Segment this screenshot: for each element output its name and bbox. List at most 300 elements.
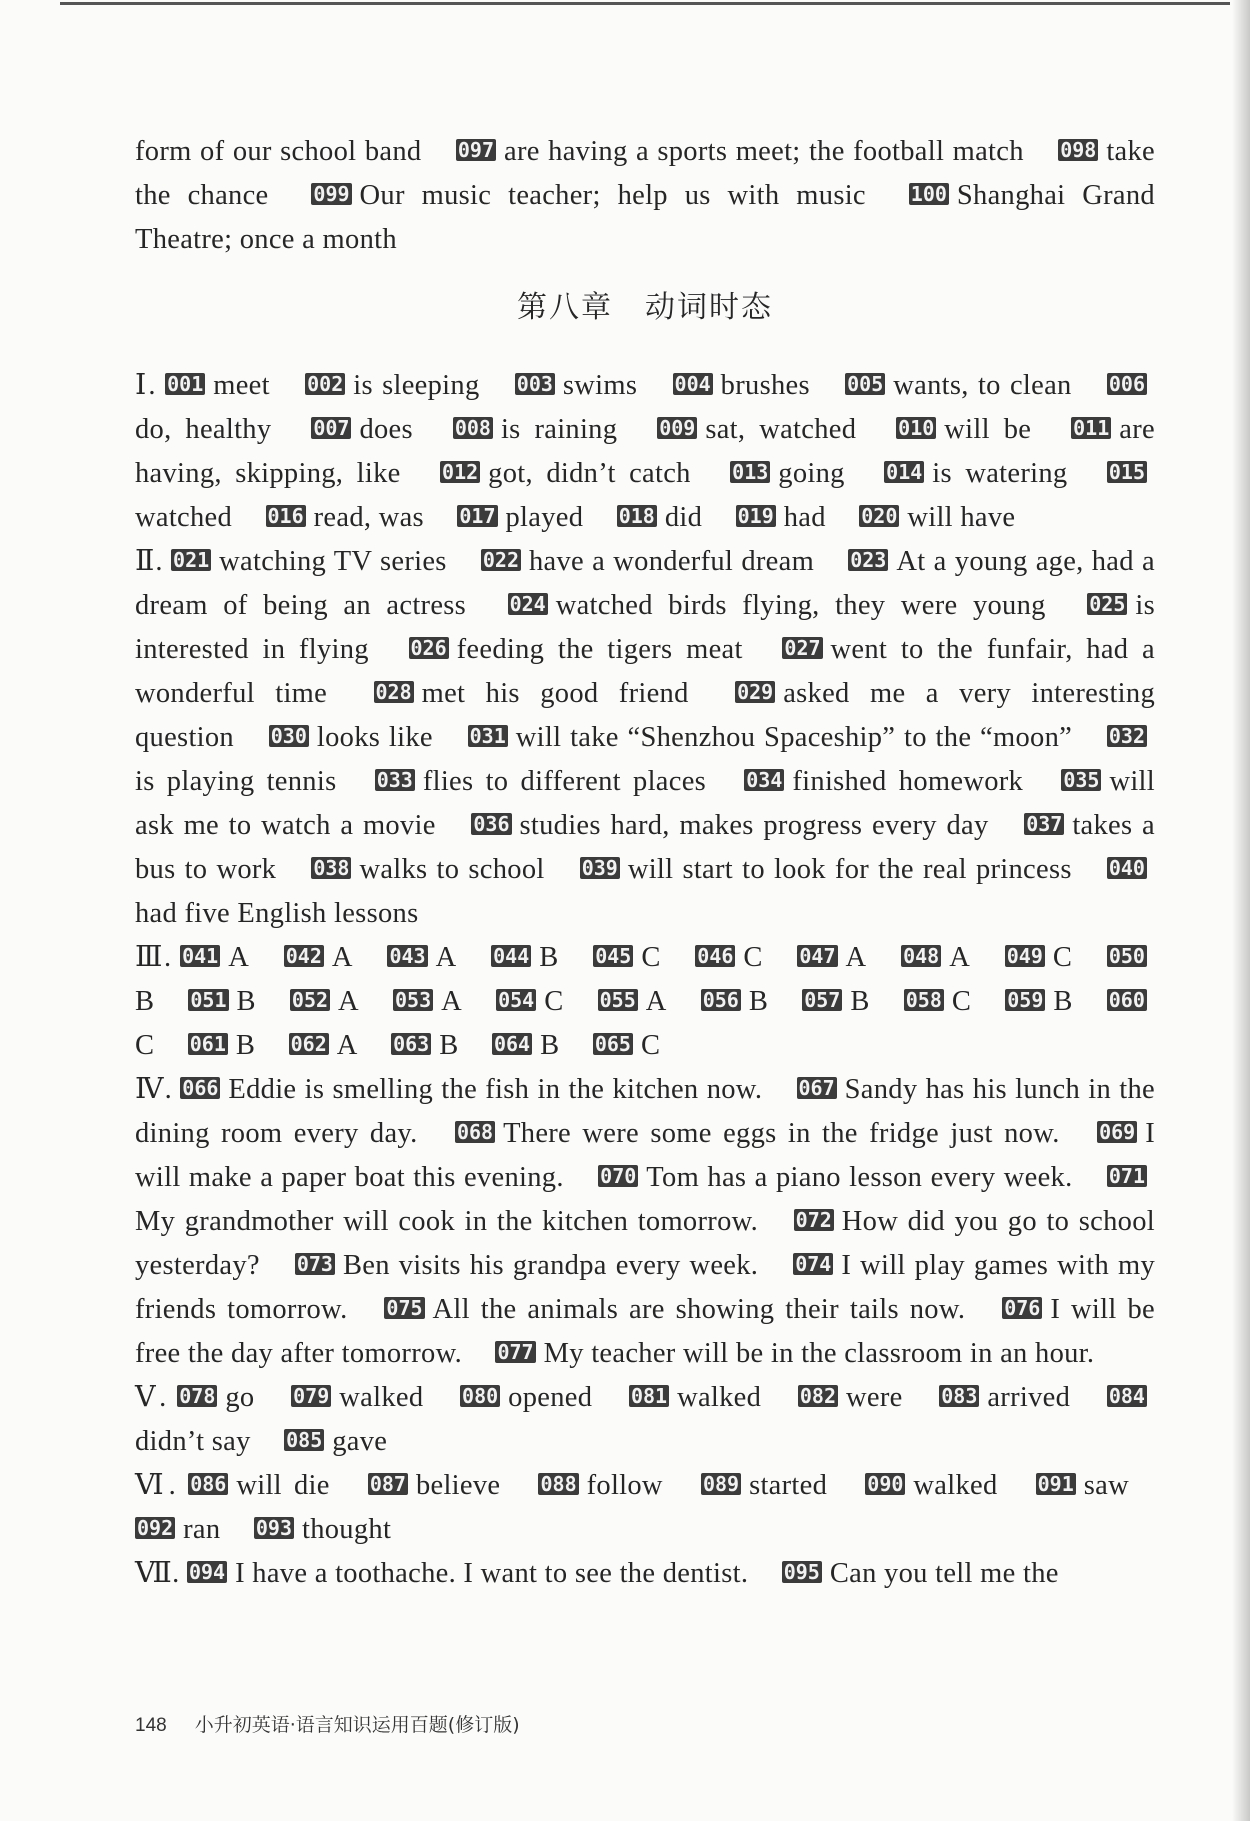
answer-item <box>1036 1470 1129 1501</box>
answer-text: is sleeping <box>353 370 480 401</box>
answer-text: played <box>505 502 584 533</box>
answer-item <box>1005 942 1072 973</box>
answer-text: is raining <box>500 414 618 445</box>
answer-text: do, healthy <box>135 414 272 445</box>
answer-item <box>393 986 462 1017</box>
answer-text: Our music teacher; help us with music <box>359 180 866 211</box>
question-number-badge: 004 <box>674 372 711 396</box>
answer-item <box>188 986 255 1017</box>
question-number-badge: 057 <box>804 988 841 1012</box>
answer-item <box>730 458 845 489</box>
answer-text: is playing tennis <box>135 766 337 797</box>
answer-text: takes a bus to work <box>135 810 1156 885</box>
question-number-badge: 038 <box>313 856 350 880</box>
chapter-title <box>135 276 1155 340</box>
question-number-badge: 069 <box>1099 1120 1136 1144</box>
answer-text: saw <box>1083 1470 1129 1501</box>
answer-text: read, was <box>313 502 424 533</box>
question-number-badge: 031 <box>469 724 506 748</box>
answer-text: walks to school <box>359 854 545 885</box>
answer-item <box>368 1470 501 1501</box>
answer-text: were <box>845 1382 903 1413</box>
answer-item <box>188 1470 330 1501</box>
question-number-badge: 084 <box>1108 1384 1145 1408</box>
question-number-badge: 058 <box>905 988 942 1012</box>
answer-text: follow <box>586 1470 663 1501</box>
answer-item <box>629 1382 761 1413</box>
answer-item <box>375 766 706 797</box>
answer-item <box>460 1382 592 1413</box>
answer-text: Ben visits his grandpa every week. <box>342 1250 759 1281</box>
answer-item <box>798 1382 903 1413</box>
question-number-badge: 061 <box>189 1032 226 1056</box>
question-number-badge: 005 <box>847 372 884 396</box>
answer-item <box>374 678 689 709</box>
answer-text: meet <box>213 370 270 401</box>
answer-text: is interested in flying <box>135 590 1155 665</box>
answer-item <box>311 414 413 445</box>
answer-item <box>409 634 743 665</box>
answer-item <box>135 136 421 167</box>
answer-item <box>165 370 270 401</box>
answer-text: walked <box>913 1470 998 1501</box>
section-roman-numeral: Ⅲ. <box>135 942 172 973</box>
question-number-badge: 003 <box>516 372 553 396</box>
page-footer <box>135 1710 520 1737</box>
question-number-badge: 074 <box>795 1252 832 1276</box>
section-roman-numeral: Ⅴ. <box>135 1382 167 1413</box>
question-number-badge: 098 <box>1060 138 1097 162</box>
answer-text: Tom has a piano lesson every week. <box>646 1162 1073 1193</box>
answer-item <box>391 1030 458 1061</box>
answer-text: will start to look for the real princess <box>627 854 1072 885</box>
answer-item <box>865 1470 997 1501</box>
answer-text: C <box>135 1030 155 1061</box>
section-4 <box>135 1068 1155 1376</box>
question-number-badge: 081 <box>630 1384 668 1408</box>
page-content <box>135 130 1155 1596</box>
question-number-badge: 051 <box>190 988 227 1012</box>
answer-item <box>695 942 762 973</box>
question-number-badge: 100 <box>910 182 947 206</box>
question-number-badge: 010 <box>898 416 935 440</box>
section-roman-numeral: Ⅵ. <box>135 1470 177 1501</box>
question-number-badge: 066 <box>182 1076 219 1100</box>
answer-text: B <box>439 1030 459 1061</box>
question-number-badge: 029 <box>737 680 774 704</box>
question-number-badge: 046 <box>697 944 734 968</box>
answer-text: Can you tell me the <box>829 1558 1059 1589</box>
answer-item <box>481 546 814 577</box>
answer-item <box>491 942 558 973</box>
question-number-badge: 070 <box>600 1164 637 1188</box>
answer-text: believe <box>415 1470 501 1501</box>
answer-item <box>305 370 479 401</box>
question-number-badge: 018 <box>618 504 655 528</box>
answer-item <box>291 1382 423 1413</box>
answer-item <box>538 1470 662 1501</box>
question-number-badge: 076 <box>1004 1296 1041 1320</box>
answer-text: have a wonderful dream <box>528 546 815 577</box>
intro-paragraph <box>135 130 1155 262</box>
answer-text: I will make a paper boat this evening. <box>135 1118 1155 1193</box>
answer-text: A <box>435 942 457 973</box>
question-number-badge: 014 <box>886 460 923 484</box>
answer-item <box>266 502 424 533</box>
answer-item <box>471 810 988 841</box>
answer-text: C <box>1052 942 1073 973</box>
answer-text: walked <box>339 1382 424 1413</box>
question-number-badge: 021 <box>173 548 210 572</box>
top-rule <box>60 2 1230 5</box>
section-roman-numeral: Ⅰ. <box>135 370 156 401</box>
question-number-badge: 083 <box>941 1384 978 1408</box>
answer-item <box>254 1514 391 1545</box>
question-number-badge: 055 <box>599 988 636 1012</box>
section-1 <box>135 364 1155 540</box>
answer-text: C <box>544 986 564 1017</box>
answer-text: B <box>539 942 559 973</box>
answer-text: will be <box>944 414 1032 445</box>
answer-text: A <box>645 986 667 1017</box>
section-roman-numeral: Ⅶ. <box>135 1558 180 1589</box>
answer-item <box>187 1558 748 1589</box>
question-number-badge: 067 <box>798 1076 835 1100</box>
question-number-badge: 044 <box>493 944 530 968</box>
question-number-badge: 020 <box>861 504 898 528</box>
question-number-badge: 028 <box>375 680 412 704</box>
answer-text: looks like <box>316 722 433 753</box>
question-number-badge: 090 <box>867 1472 904 1496</box>
answer-text: B <box>540 1030 560 1061</box>
question-number-badge: 078 <box>179 1384 216 1408</box>
question-number-badge: 086 <box>190 1472 227 1496</box>
question-number-badge: 037 <box>1026 812 1063 836</box>
answer-item <box>188 1030 255 1061</box>
answer-text: studies hard, makes progress every day <box>519 810 989 841</box>
answer-item <box>673 370 810 401</box>
question-number-badge: 043 <box>389 944 426 968</box>
answer-text: watching TV series <box>219 546 447 577</box>
question-number-badge: 060 <box>1108 988 1145 1012</box>
question-number-badge: 024 <box>509 592 546 616</box>
question-number-badge: 026 <box>410 636 447 660</box>
question-number-badge: 013 <box>732 460 769 484</box>
answer-text: gave <box>332 1426 388 1457</box>
question-number-badge: 033 <box>376 768 413 792</box>
answer-text: B <box>850 986 870 1017</box>
answer-item <box>311 854 544 885</box>
answer-item <box>171 546 447 577</box>
answer-text: B <box>235 1030 256 1061</box>
question-number-badge: 064 <box>493 1032 531 1056</box>
answer-item <box>495 1338 1094 1369</box>
answer-item <box>492 1030 559 1061</box>
answer-text: thought <box>301 1514 392 1545</box>
answer-item <box>457 502 583 533</box>
answer-text: B <box>1053 986 1073 1017</box>
page-edge-shadow <box>1232 0 1250 1821</box>
answer-text: had <box>783 502 826 533</box>
section-2 <box>135 540 1155 936</box>
answer-text: will ask me to watch a movie <box>135 766 1155 841</box>
question-number-badge: 009 <box>659 416 696 440</box>
answer-item <box>896 414 1031 445</box>
question-number-badge: 034 <box>746 768 783 792</box>
answer-item <box>802 986 869 1017</box>
question-number-badge: 015 <box>1108 460 1145 484</box>
question-number-badge: 092 <box>137 1516 174 1540</box>
answer-text: A <box>845 942 867 973</box>
answer-text: C <box>641 942 661 973</box>
answer-text: did <box>664 502 703 533</box>
answer-text: A <box>338 986 359 1017</box>
answer-text: A <box>228 942 250 973</box>
answer-text: How did you go to school yesterday? <box>135 1206 1155 1281</box>
answer-item <box>515 370 637 401</box>
answer-text: B <box>748 986 769 1017</box>
answer-text: brushes <box>720 370 810 401</box>
answer-item <box>598 1162 1072 1193</box>
section-roman-numeral: Ⅳ. <box>135 1074 173 1105</box>
answer-text: feeding the tigers meat <box>456 634 743 665</box>
answer-item <box>701 986 768 1017</box>
question-number-badge: 073 <box>296 1252 333 1276</box>
question-number-badge: 008 <box>454 416 491 440</box>
answer-item <box>904 986 971 1017</box>
question-number-badge: 019 <box>737 504 774 528</box>
answer-text: There were some eggs in the fridge just now. <box>503 1118 1060 1149</box>
answer-text: finished homework <box>792 766 1024 797</box>
answer-item <box>289 1030 358 1061</box>
question-number-badge: 068 <box>456 1120 494 1144</box>
answer-item <box>617 502 702 533</box>
answer-item <box>440 458 691 489</box>
answer-text: A <box>336 1030 358 1061</box>
question-number-badge: 016 <box>267 504 304 528</box>
question-number-badge: 097 <box>457 138 495 162</box>
answer-item <box>845 370 1071 401</box>
answer-text: All the animals are showing their tails now. <box>432 1294 966 1325</box>
answer-text: met his good friend <box>421 678 689 709</box>
question-number-badge: 006 <box>1108 372 1146 396</box>
question-number-badge: 054 <box>498 988 535 1012</box>
answer-item <box>593 942 660 973</box>
answer-text: asked me a very interesting question <box>135 678 1155 753</box>
answer-text: got, didn’t catch <box>488 458 691 489</box>
question-number-badge: 063 <box>393 1032 430 1056</box>
answer-text: flies to different places <box>422 766 707 797</box>
question-number-badge: 056 <box>702 988 739 1012</box>
answer-text: take the chance <box>135 136 1155 211</box>
answer-text: B <box>236 986 256 1017</box>
answer-item <box>135 1514 220 1545</box>
answer-item <box>180 1074 762 1105</box>
answer-item <box>1005 986 1072 1017</box>
question-number-badge: 049 <box>1006 944 1043 968</box>
page-number: 148 <box>135 1715 167 1736</box>
answer-text: watched <box>135 502 233 533</box>
answer-text: My teacher will be in the classroom in an hour. <box>543 1338 1095 1369</box>
answer-sections <box>135 364 1155 1596</box>
question-number-badge: 048 <box>903 944 940 968</box>
question-number-badge: 072 <box>795 1208 832 1232</box>
question-number-badge: 007 <box>313 416 350 440</box>
question-number-badge: 017 <box>459 504 496 528</box>
question-number-badge: 079 <box>293 1384 330 1408</box>
answer-text: At a young age, had a dream of being an actress <box>135 546 1155 621</box>
answer-item <box>782 1558 1059 1589</box>
answer-item <box>598 986 667 1017</box>
answer-item <box>311 180 865 211</box>
question-number-badge: 099 <box>313 182 350 206</box>
answer-text: go <box>225 1382 255 1413</box>
question-number-badge: 041 <box>182 944 219 968</box>
question-number-badge: 011 <box>1073 416 1110 440</box>
question-number-badge: 042 <box>285 944 322 968</box>
question-number-badge: 087 <box>369 1472 406 1496</box>
answer-item <box>657 414 856 445</box>
answer-item <box>496 986 563 1017</box>
answer-text: C <box>640 1030 661 1061</box>
answer-text: will die <box>236 1470 330 1501</box>
answer-item <box>180 942 249 973</box>
chapter-title-text: 第八章 动词时态 <box>517 290 773 325</box>
answer-text: sat, watched <box>705 414 857 445</box>
answer-item <box>508 590 1046 621</box>
question-number-badge: 050 <box>1108 944 1145 968</box>
question-number-badge: 094 <box>188 1560 226 1584</box>
answer-text: C <box>951 986 972 1017</box>
question-number-badge: 012 <box>442 460 479 484</box>
answer-item <box>284 942 353 973</box>
question-number-badge: 091 <box>1037 1472 1074 1496</box>
answer-text: swims <box>562 370 638 401</box>
answer-item <box>701 1470 827 1501</box>
question-number-badge: 059 <box>1007 988 1044 1012</box>
question-number-badge: 002 <box>307 372 344 396</box>
section-roman-numeral: Ⅱ. <box>135 546 163 577</box>
answer-text: opened <box>508 1382 593 1413</box>
answer-item <box>290 986 359 1017</box>
question-number-badge: 089 <box>702 1472 740 1496</box>
answer-text: I have a toothache. I want to see the dentist. <box>235 1558 749 1589</box>
book-title: 小升初英语·语言知识运用百题(修订版) <box>194 1714 520 1736</box>
answer-text: My grandmother will cook in the kitchen tomorrow. <box>135 1206 759 1237</box>
answer-text: are having a sports meet; the football match <box>504 136 1024 167</box>
answer-text: will take “Shenzhou Spaceship” to the “moon” <box>515 722 1073 753</box>
answer-text: wants, to clean <box>893 370 1072 401</box>
question-number-badge: 062 <box>290 1032 327 1056</box>
question-number-badge: 095 <box>783 1560 820 1584</box>
question-number-badge: 093 <box>255 1516 292 1540</box>
question-number-badge: 027 <box>784 636 821 660</box>
answer-item <box>744 766 1023 797</box>
answer-item <box>468 722 1072 753</box>
question-number-badge: 053 <box>395 988 432 1012</box>
answer-item <box>295 1250 758 1281</box>
answer-text: A <box>331 942 353 973</box>
question-number-badge: 077 <box>497 1340 534 1364</box>
question-number-badge: 023 <box>850 548 887 572</box>
question-number-badge: 035 <box>1063 768 1100 792</box>
answer-text: are having, skipping, like <box>135 414 1155 489</box>
answer-item <box>884 458 1067 489</box>
section-6 <box>135 1464 1155 1552</box>
section-5 <box>135 1376 1155 1464</box>
question-number-badge: 082 <box>799 1384 836 1408</box>
answer-text: didn’t say <box>135 1426 251 1457</box>
answer-item <box>284 1426 387 1457</box>
question-number-badge: 045 <box>595 944 632 968</box>
answer-text: watched birds flying, they were young <box>555 590 1046 621</box>
answer-text: going <box>778 458 845 489</box>
answer-text: I will be free the day after tomorrow. <box>135 1294 1155 1369</box>
question-number-badge: 075 <box>386 1296 423 1320</box>
answer-item <box>580 854 1072 885</box>
answer-text: Sandy has his lunch in the dining room every day. <box>135 1074 1155 1149</box>
answer-text: had five English lessons <box>135 898 419 929</box>
answer-item <box>453 414 617 445</box>
question-number-badge: 036 <box>473 812 510 836</box>
answer-item <box>384 1294 965 1325</box>
question-number-badge: 065 <box>594 1032 631 1056</box>
answer-item <box>593 1030 660 1061</box>
question-number-badge: 085 <box>286 1428 323 1452</box>
answer-text: arrived <box>987 1382 1071 1413</box>
answer-text: walked <box>677 1382 762 1413</box>
answer-item <box>797 942 866 973</box>
answer-text: I will play games with my friends tomorrow. <box>135 1250 1155 1325</box>
answer-item <box>177 1382 254 1413</box>
answer-item <box>387 942 456 973</box>
answer-text: is watering <box>932 458 1068 489</box>
question-number-badge: 039 <box>581 856 618 880</box>
question-number-badge: 052 <box>291 988 329 1012</box>
answer-item <box>859 502 1015 533</box>
question-number-badge: 047 <box>799 944 836 968</box>
answer-text: A <box>949 942 971 973</box>
answer-text: started <box>749 1470 828 1501</box>
question-number-badge: 025 <box>1089 592 1126 616</box>
answer-item <box>939 1382 1070 1413</box>
section-7 <box>135 1552 1155 1596</box>
answer-item <box>269 722 433 753</box>
question-number-badge: 080 <box>462 1384 499 1408</box>
answer-text: ran <box>183 1514 221 1545</box>
answer-text: will have <box>907 502 1016 533</box>
answer-text: A <box>441 986 463 1017</box>
question-number-badge: 088 <box>540 1472 577 1496</box>
answer-text: C <box>743 942 763 973</box>
question-number-badge: 071 <box>1108 1164 1145 1188</box>
question-number-badge: 001 <box>167 372 204 396</box>
answer-text: form of our school band <box>135 136 422 167</box>
answer-item <box>456 136 1024 167</box>
answer-text: B <box>135 986 155 1017</box>
answer-text: Eddie is smelling the fish in the kitchen now. <box>228 1074 763 1105</box>
section-3 <box>135 936 1155 1068</box>
answer-text: went to the funfair, had a wonderful time <box>135 634 1155 709</box>
answer-item <box>455 1118 1060 1149</box>
answer-item <box>736 502 826 533</box>
question-number-badge: 022 <box>482 548 519 572</box>
question-number-badge: 032 <box>1108 724 1145 748</box>
question-number-badge: 030 <box>270 724 307 748</box>
answer-item <box>901 942 970 973</box>
answer-text: Shanghai Grand Theatre; once a month <box>135 180 1155 255</box>
answer-text: does <box>359 414 413 445</box>
